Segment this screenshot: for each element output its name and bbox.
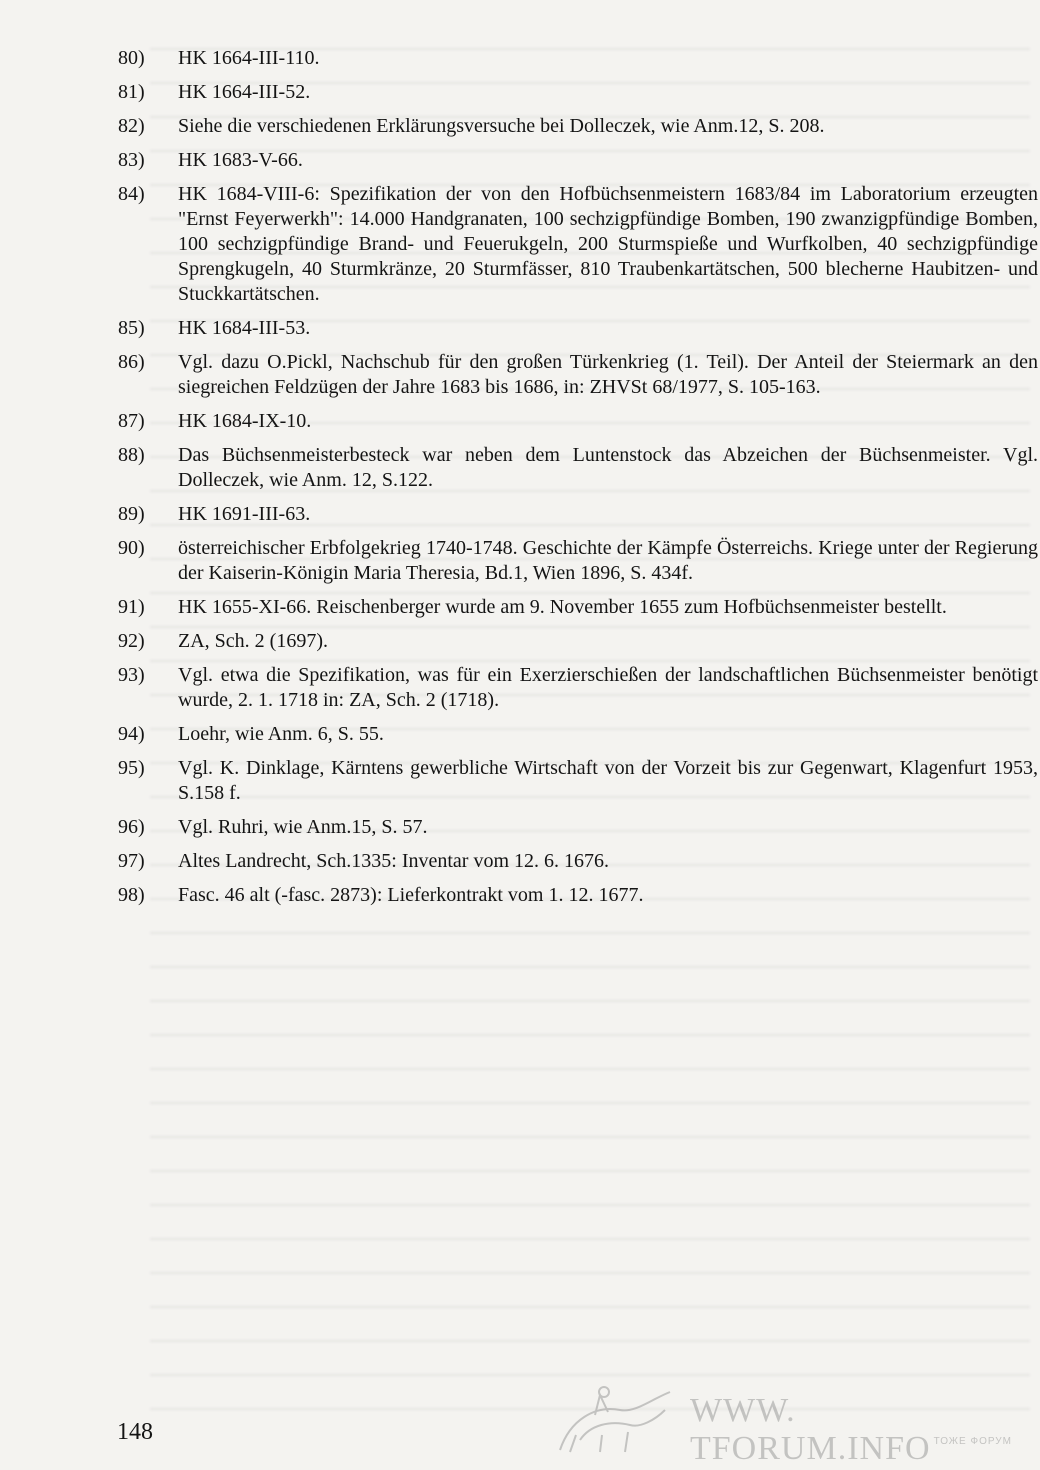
footnote-97 [118,849,1038,874]
footnote-98 [118,883,1038,908]
footnote-text: Vgl. etwa die Spezifikation, was für ein Exerzierschießen der landschaftlichen Büchsenmeister benötigt wurde, 2. 1. 1718 in: ZA, Sch. 2 (1718). [178,664,1038,711]
footnote-text: HK 1683-V-66. [178,149,303,171]
footnote-number: 82) [118,115,145,137]
footnote-number: 80) [118,47,145,69]
footnote-text: Altes Landrecht, Sch.1335: Inventar vom 12. 6. 1676. [178,850,610,872]
footnote-text: HK 1664-III-52. [178,81,311,103]
footnote-text: Vgl. dazu O.Pickl, Nachschub für den großen Türkenkrieg (1. Teil). Der Anteil der Steiermark an den siegreichen Feldzügen der Jahre 1683 bis 1686, in: ZHVSt 68/1977, S. 105-163. [178,351,1038,398]
footnote-89 [118,502,1038,527]
footnote-number: 91) [118,596,145,618]
footnote-91 [118,595,1038,620]
watermark-subtext: ТОЖЕ ФОРУМ [933,1436,1012,1447]
footnote-87 [118,409,1038,434]
footnote-85 [118,316,1038,341]
page-number: 148 [117,1419,153,1445]
footnote-text: HK 1684-VIII-6: Spezifikation der von den Hofbüchsenmeistern 1683/84 im Laboratorium erzeugten "Ernst Feyerwerkh": 14.000 Handgranaten, 100 sechzigpfündige Bomben, 190 zwanzigpfündige Bomben, 100 sechzigpfündige Brand- und Feuerukgeln, 200 Sturmspieße und Wurfkolben, 40 sechzigpfündige Sprengkugeln, 40 Sturmkränze, 20 Sturmfässer, 810 Traubenkartätschen, 500 blecherne Haubitzen- und Stuckkartätschen. [178,183,1038,305]
footnote-text: Fasc. 46 alt (-fasc. 2873): Lieferkontrakt vom 1. 12. 1677. [178,884,644,906]
footnote-number: 94) [118,723,145,745]
knight-horse-logo-icon [540,1380,690,1460]
footnote-text: Siehe die verschiedenen Erklärungsversuche bei Dolleczek, wie Anm.12, S. 208. [178,115,825,137]
footnote-number: 85) [118,317,145,339]
footnote-number: 88) [118,444,145,466]
footnote-text: Vgl. Ruhri, wie Anm.15, S. 57. [178,816,428,838]
footnote-number: 92) [118,630,145,652]
footnote-text: HK 1691-III-63. [178,503,311,525]
footnote-95 [118,756,1038,806]
footnote-text: HK 1664-III-110. [178,47,320,69]
footnote-number: 96) [118,816,145,838]
footnote-82 [118,114,1038,139]
footnote-text: ZA, Sch. 2 (1697). [178,630,328,652]
footnote-text: Vgl. K. Dinklage, Kärntens gewerbliche Wirtschaft von der Vorzeit bis zur Gegenwart, Klagenfurt 1953, S.158 f. [178,757,1038,804]
footnote-number: 97) [118,850,145,872]
footnote-90 [118,536,1038,586]
watermark [540,1380,1030,1467]
footnote-number: 95) [118,757,145,779]
footnotes-list [118,46,1038,917]
footnote-number: 87) [118,410,145,432]
footnote-number: 84) [118,183,145,205]
footnote-80 [118,46,1038,71]
footnote-number: 98) [118,884,145,906]
footnote-84 [118,182,1038,307]
footnote-text: Das Büchsenmeisterbesteck war neben dem Luntenstock das Abzeichen der Büchsenmeister. Vgl. Dolleczek, wie Anm. 12, S.122. [178,444,1038,491]
footnote-94 [118,722,1038,747]
footnote-number: 89) [118,503,145,525]
footnote-text: Loehr, wie Anm. 6, S. 55. [178,723,384,745]
footnote-text: HK 1684-III-53. [178,317,311,339]
footnote-96 [118,815,1038,840]
footnote-text: HK 1684-IX-10. [178,410,312,432]
footnote-text: österreichischer Erbfolgekrieg 1740-1748. Geschichte der Kämpfe Österreichs. Kriege unter der Regierung der Kaiserin-Königin Maria Theresia, Bd.1, Wien 1896, S. 434f. [178,537,1038,584]
footnote-text: HK 1655-XI-66. Reischenberger wurde am 9. November 1655 zum Hofbüchsenmeister bestellt. [178,596,947,618]
footnote-86 [118,350,1038,400]
footnote-83 [118,148,1038,173]
footnote-93 [118,663,1038,713]
footnote-number: 83) [118,149,145,171]
footnote-88 [118,443,1038,493]
footnote-92 [118,629,1038,654]
footnote-number: 93) [118,664,145,686]
footnote-number: 81) [118,81,145,103]
footnote-number: 86) [118,351,145,373]
footnote-number: 90) [118,537,145,559]
watermark-text: WWW. TFORUM.INFO [690,1392,931,1467]
footnote-81 [118,80,1038,105]
